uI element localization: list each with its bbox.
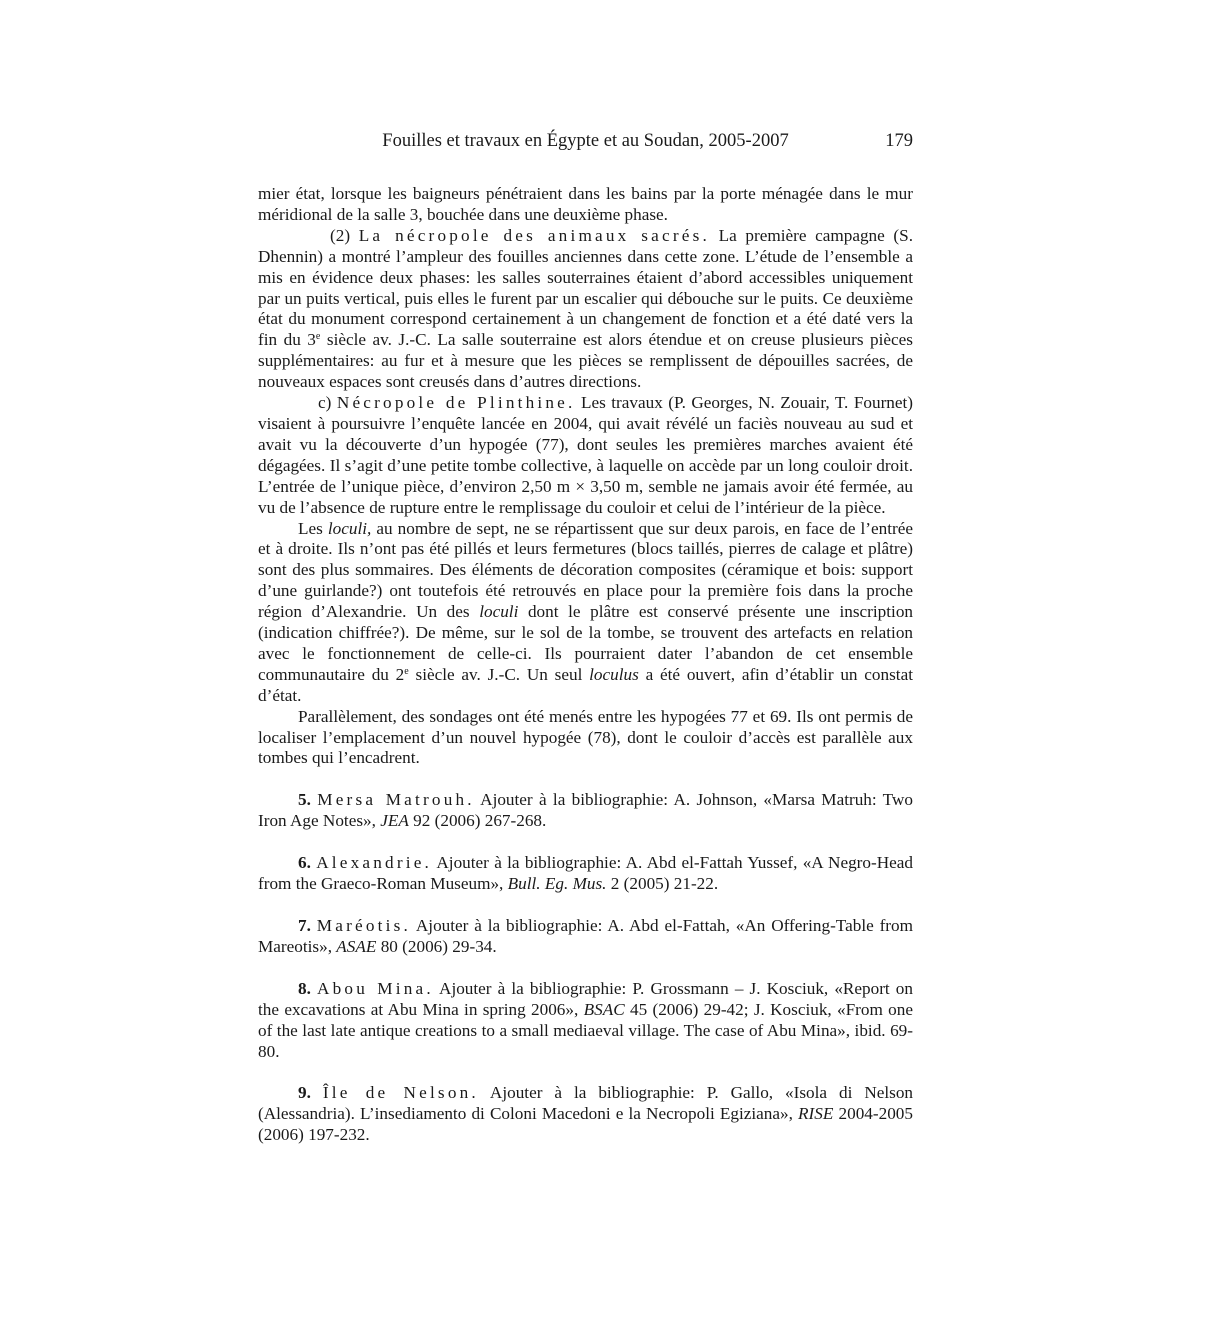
bibliography-entry [258,979,913,1063]
italic-term: loculi [479,602,519,622]
superscript: e [404,665,409,677]
entry-number: 9. [298,1083,311,1103]
paragraph [258,226,913,393]
journal-title: BSAC [583,999,625,1019]
entry-text: Ajouter à la bibliographie: P. Gallo, «Isola di Nelson (Alessandria). L’insediamento di Coloni Macedoni e la Necropoli Egiziana», [258,1083,914,1124]
entry-text: Ajouter à la bibliographie: A. Abd el-Fattah, «An Offering-Table from Mareotis», [258,916,913,956]
paragraph-text: dont le plâtre est conservé présente une inscription (indication chiffrée?). De même, sur le sol de la tombe, se trouvent des artefacts en relation avec le fonctionnement de celle-ci. Ils pourraient dater l’abandon de cet ensemble communautaire du 2 [258,602,914,684]
page-number: 179 [885,131,913,151]
entry-number: 7. [298,916,311,935]
site-name: Île de Nelson. [322,1083,479,1103]
paragraph [258,707,913,770]
paragraph [258,184,913,226]
paragraph [258,519,913,707]
entry-text: Ajouter à la bibliographie: P. Grossmann – J. Kosciuk, «Report on the excavations at Abu Mina in spring 2006», [258,978,913,1019]
entry-text: 45 (2006) 29-42; J. Kosciuk, «From one of the last late antique creations to a small mediaeval village. The case of Abu Mina», ibid. 69-80. [258,999,913,1061]
paragraph-text: La première campagne (S. Dhennin) a montré l’ampleur des fouilles anciennes dans cette zone. L’étude de l’ensemble a mis en évidence deux phases: les salles souterraines étaient d’abord accessibles uniquement par un puits vertical, puis elles le furent par un escalier qui débouche sur le puits. Ce deuxième état du monument correspond certainement à un changement de fonction et a été daté vers la fin du 3 [258,225,914,350]
paragraph-text: siècle av. J.-C. Un seul [408,664,590,684]
entry-text: 80 (2006) 29-34. [376,936,497,956]
page [258,128,913,1146]
site-name: Maréotis. [316,916,411,935]
site-name: Mersa Matrouh. [317,790,475,810]
italic-term: loculus [589,664,639,684]
entry-text: 2004-2005 (2006) 197-232. [258,1104,913,1145]
italic-term: loculi, [327,518,372,538]
subsection-heading: Nécropole de Plinthine. [336,393,576,413]
bibliography-entry [258,790,913,832]
journal-title: RISE [798,1104,834,1124]
journal-title: Bull. Eg. Mus. [507,874,607,894]
journal-title: JEA [380,811,409,831]
entry-text: 92 (2006) 267-268. [408,811,547,831]
entry-text: Ajouter à la bibliographie: A. Johnson, «Marsa Matruh: Two Iron Age Notes», [258,790,913,831]
subsection-number: (2) [330,225,351,245]
journal-title: ASAE [336,936,377,956]
paragraph [258,393,913,518]
running-title: Fouilles et travaux en Égypte et au Soudan, 2005-2007 [382,131,789,151]
paragraph-text: mier état, lorsque les baigneurs pénétraient dans les bains par la porte ménagée dans le mur méridional de la salle 3, bouchée dans une deuxième phase. [258,184,913,224]
site-name: Abou Mina. [317,978,434,998]
body-text [258,184,913,1146]
superscript: e [315,331,321,343]
paragraph-text: Les [298,518,328,538]
bibliography-entry [258,1083,913,1146]
site-name: Alexandrie. [316,853,433,873]
paragraph-text: au nombre de sept, ne se répartissent que sur deux parois, en face de l’entrée et à droite. Ils n’ont pas été pillés et leurs fermetures (blocs taillés, pierres de calage et plâtre) sont des plus sommaires. Des éléments de décoration composites (céramique et bois: support d’une guirlande?) ont toutefois été retrouvés en place pour la première fois dans la proche région d’Alexandrie. Un des [258,518,913,622]
paragraph-text: siècle av. J.-C. La salle souterraine est alors étendue et on creuse plusieurs pièces supplémentaires: au fur et à mesure que les pièces se remplissent de dépouilles sacrées, de nouveaux espaces sont creusés dans d’autres directions. [258,330,913,392]
entry-number: 5. [298,790,311,810]
running-head [258,128,913,154]
subsection-heading: La nécropole des animaux sacrés. [358,225,710,245]
paragraph-text: Parallèlement, des sondages ont été menés entre les hypogées 77 et 69. Ils ont permis de localiser l’emplacement d’un nouvel hypogée (78), dont le couloir d’accès est parallèle aux tombes qui l’encadrent. [258,706,913,768]
entry-text: Ajouter à la bibliographie: A. Abd el-Fattah Yussef, «A Negro-Head from the Graeco-Roman Museum», [258,853,913,894]
subsection-number: c) [318,393,332,413]
entry-number: 6. [298,853,311,873]
paragraph-text: a été ouvert, afin d’établir un constat d’état. [258,664,913,705]
paragraph-text: Les travaux (P. Georges, N. Zouair, T. Fournet) visaient à poursuivre l’enquête lancée en 2004, qui avait révélé un faciès nouveau au sud et avait vu la découverte d’un hypogée (77), dont seules les premières marches avaient été dégagées. Il s’agit d’une petite tombe collective, à laquelle on accède par un long couloir droit. L’entrée de l’unique pièce, d’environ 2,50 m × 3,50 m, semble ne jamais avoir été fermée, au vu de l’absence de rupture entre le remplissage du couloir et celui de l’intérieur de la pièce. [258,393,914,517]
bibliography-entry [258,853,913,895]
bibliography-entry [258,916,913,958]
entry-text: 2 (2005) 21-22. [606,874,719,894]
entry-number: 8. [298,978,311,998]
